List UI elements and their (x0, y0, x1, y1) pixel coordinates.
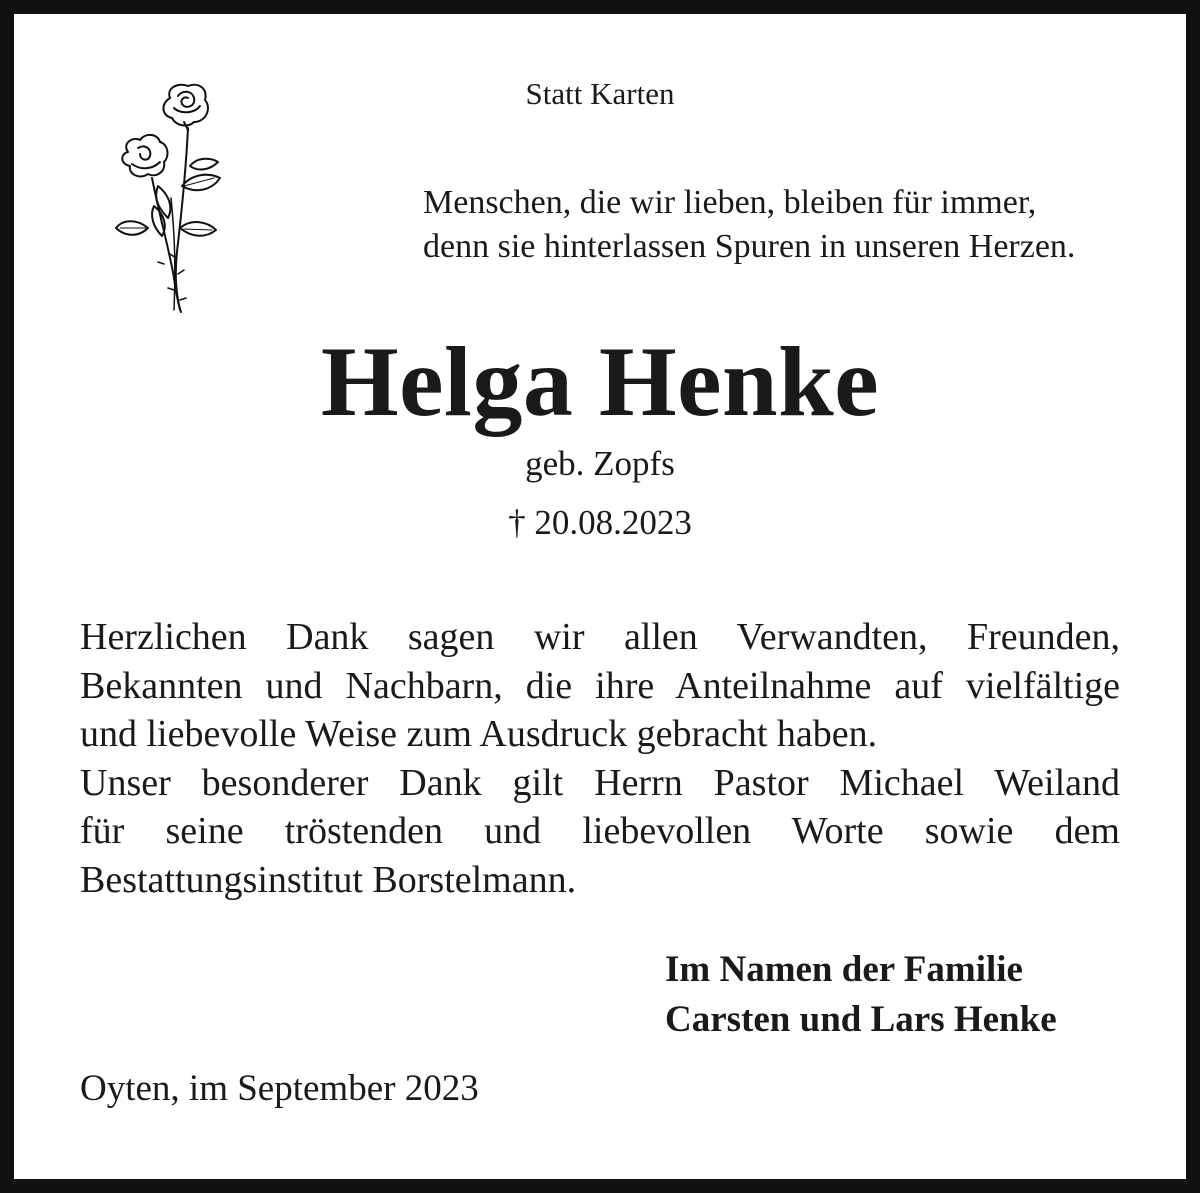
thanks-line: Unser besonderer Dank gilt Herrn Pastor Michael Weiland (80, 761, 1120, 804)
rose-icon (108, 78, 228, 318)
place-date: Oyten, im September 2023 (80, 1068, 479, 1109)
thanks-line: Bestattungsinstitut Borstelmann. (80, 858, 577, 901)
birth-name: geb. Zopfs (525, 444, 675, 483)
family-signature (665, 945, 1057, 1045)
signature-line: Carsten und Lars Henke (665, 999, 1057, 1040)
death-date: † 20.08.2023 (508, 503, 692, 542)
signature-line: Im Namen der Familie (665, 949, 1023, 990)
thanks-line: und liebevolle Weise zum Ausdruck gebracht haben. (80, 713, 878, 755)
thanks-line: für seine tröstenden und liebevollen Worte sowie dem (80, 810, 1120, 852)
thanks-line: Bekannten und Nachbarn, die ihre Anteilnahme auf vielfältige (80, 664, 1120, 707)
quote-line: denn sie hinterlassen Spuren in unseren Herzen. (423, 228, 1076, 265)
thanks-paragraph (80, 613, 1120, 904)
thanks-line: Herzlichen Dank sagen wir allen Verwandten, Freunden, (80, 616, 1120, 658)
notice-header: Statt Karten (525, 76, 675, 111)
deceased-name: Helga Henke (320, 326, 880, 437)
memorial-quote (423, 181, 1075, 269)
quote-line: Menschen, die wir lieben, bleiben für immer, (423, 184, 1037, 221)
